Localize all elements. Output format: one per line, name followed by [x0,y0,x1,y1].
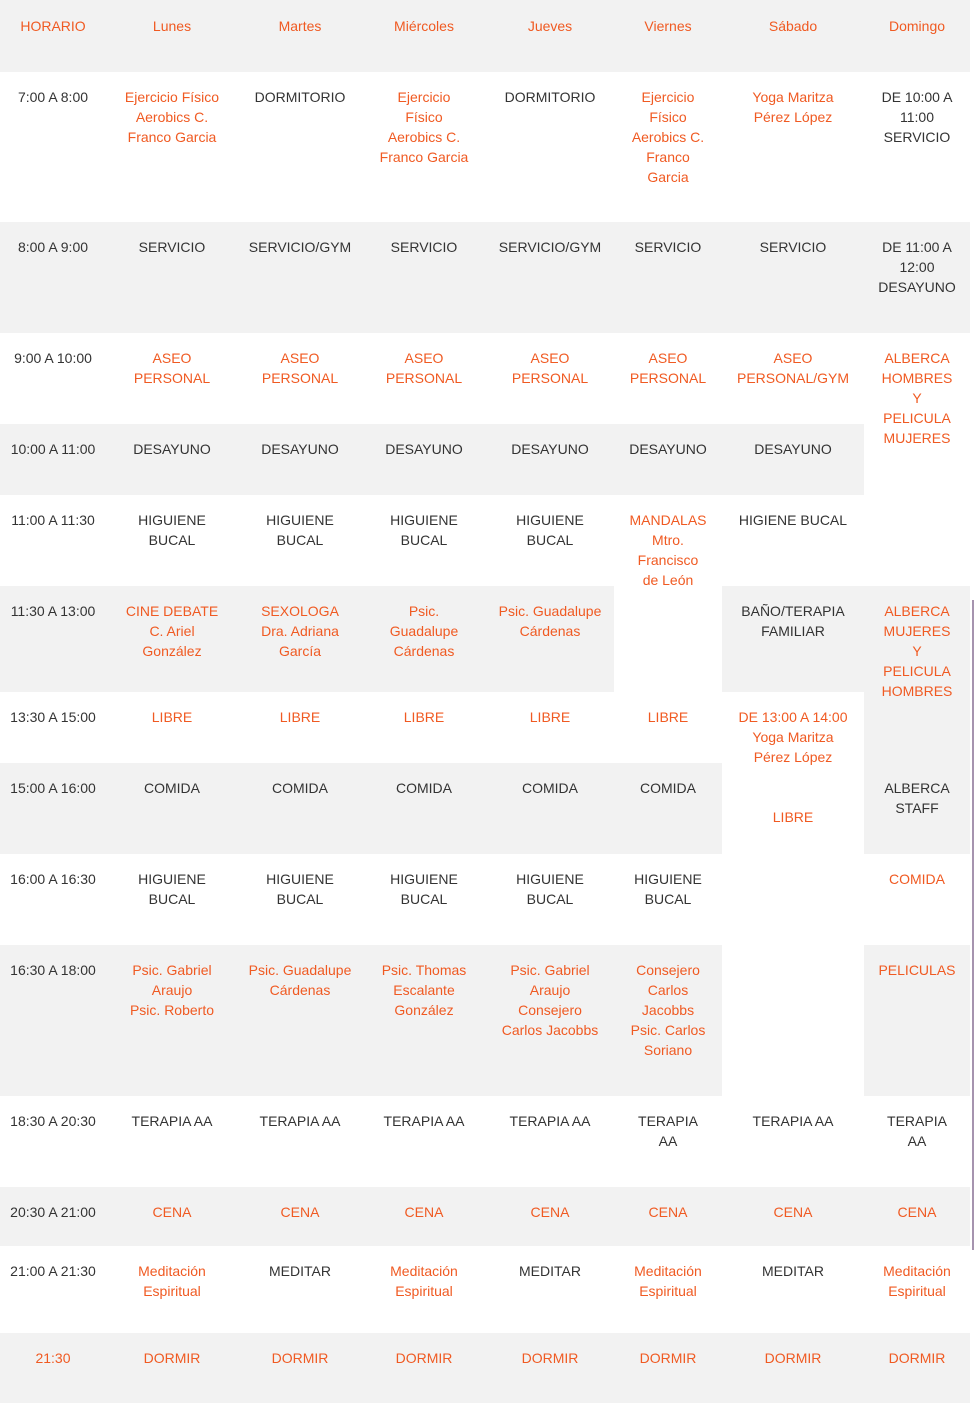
schedule-cell: DORMITORIO [504,89,596,105]
schedule-cell: ASEO PERSONAL [629,350,707,386]
schedule-cell: MANDALAS Mtro. Francisco de León [614,495,722,692]
time-slot: 16:00 A 16:30 [10,871,96,887]
schedule-cell: DORMIR [639,1350,697,1366]
schedule-cell: CENA [280,1204,320,1220]
schedule-cell: CENA [897,1204,937,1220]
page-edge-line [972,600,974,1250]
schedule-cell: TERAPIA AA [887,1113,947,1149]
schedule-cell: SERVICIO/GYM [248,239,352,255]
schedule-cell: ALBERCA HOMBRES Y PELICULA MUJERES [864,333,970,692]
schedule-cell: DESAYUNO [385,441,463,457]
schedule-cell: HIGUIENE BUCAL [390,512,458,548]
schedule-cell: HIGUIENE BUCAL [634,871,702,907]
schedule-cell: CENA [404,1204,444,1220]
schedule-cell: DE 11:00 A 12:00 DESAYUNO [878,239,956,295]
schedule-cell: HIGUIENE BUCAL [138,871,206,907]
schedule-cell: DORMIR [143,1350,201,1366]
schedule-cell: LIBRE [529,709,571,725]
schedule-cell: Ejercicio Físico Aerobics C. Franco Garcia [124,89,220,145]
schedule-cell: BAÑO/TERAPIA FAMILIAR [741,603,845,639]
schedule-cell: ASEO PERSONAL [511,350,589,386]
schedule-cell: ALBERCA MUJERES Y PELICULA HOMBRES [864,586,970,763]
header-day: Miércoles [362,0,486,72]
schedule-cell: HIGUIENE BUCAL [266,512,334,548]
schedule-cell: DORMITORIO [254,89,346,105]
schedule-cell: DE 13:00 A 14:00 Yoga Maritza Pérez López LIBRE [722,692,864,1096]
schedule-cell: DESAYUNO [261,441,339,457]
schedule-cell: DESAYUNO [511,441,589,457]
schedule-cell: PELICULAS [878,962,956,978]
schedule-cell: DESAYUNO [133,441,211,457]
schedule-cell: DESAYUNO [629,441,707,457]
schedule-cell: SEXOLOGA Dra. Adriana García [261,603,339,659]
schedule-cell: ASEO PERSONAL/GYM [736,350,850,386]
schedule-cell: HIGUIENE BUCAL [138,512,206,548]
schedule-cell: DORMIR [271,1350,329,1366]
schedule-cell: HIGUIENE BUCAL [516,512,584,548]
schedule-cell: COMIDA [889,871,945,887]
time-slot: 18:30 A 20:30 [10,1113,96,1129]
time-slot: 16:30 A 18:00 [10,962,96,978]
schedule-cell: LIBRE [151,709,193,725]
schedule-cell: Meditación Espiritual [883,1263,951,1299]
schedule-cell: SERVICIO [759,239,827,255]
schedule-cell: COMIDA [396,780,452,796]
schedule-cell: Psic. Thomas Escalante González [381,962,467,1018]
schedule-cell: CINE DEBATE C. Ariel González [125,603,219,659]
time-slot: 9:00 A 10:00 [14,350,92,366]
schedule-cell: Meditación Espiritual [390,1263,458,1299]
schedule-cell: Meditación Espiritual [138,1263,206,1299]
schedule-cell: CENA [648,1204,688,1220]
schedule-cell: SERVICIO [634,239,702,255]
schedule-cell: Psic. Guadalupe Cárdenas [389,603,459,659]
schedule-cell: Psic. Gabriel Araujo Psic. Roberto [129,962,215,1018]
schedule-cell: LIBRE [647,709,689,725]
schedule-cell: COMIDA [272,780,328,796]
header-horario: HORARIO [0,0,106,72]
schedule-cell: HIGUIENE BUCAL [266,871,334,907]
schedule-cell: Psic. Guadalupe Cárdenas [498,603,602,639]
schedule-cell: CENA [152,1204,192,1220]
schedule-cell: Yoga Maritza Pérez López [752,89,834,125]
time-slot: 21:30 [35,1350,71,1366]
schedule-cell: DORMIR [888,1350,946,1366]
schedule-cell: Ejercicio Físico Aerobics C. Franco Garcia [631,89,705,185]
schedule-cell: TERAPIA AA [383,1113,465,1129]
time-slot: 13:30 A 15:00 [10,709,96,725]
schedule-cell: DORMIR [764,1350,822,1366]
time-slot: 15:00 A 16:00 [10,780,96,796]
schedule-cell: TERAPIA AA [509,1113,591,1129]
schedule-cell: ASEO PERSONAL [385,350,463,386]
schedule-cell: CENA [773,1204,813,1220]
time-slot: 7:00 A 8:00 [17,89,89,105]
schedule-cell: COMIDA [640,780,696,796]
header-day: Jueves [486,0,614,72]
schedule-cell: Ejercicio Físico Aerobics C. Franco Garcia [379,89,469,165]
schedule-cell: TERAPIA AA [131,1113,213,1129]
schedule-cell: MEDITAR [519,1263,581,1279]
header-day: Viernes [614,0,722,72]
schedule-cell: COMIDA [522,780,578,796]
header-day: Lunes [106,0,238,72]
schedule-cell: SERVICIO [390,239,458,255]
header-day: Domingo [864,0,970,72]
schedule-cell: ALBERCA STAFF [884,780,950,816]
schedule-cell: Meditación Espiritual [634,1263,702,1299]
schedule-cell: HIGUIENE BUCAL [390,871,458,907]
schedule-cell: MEDITAR [762,1263,824,1279]
schedule-cell: HIGIENE BUCAL [738,512,848,528]
schedule-cell: ASEO PERSONAL [261,350,339,386]
time-slot: 20:30 A 21:00 [10,1204,96,1220]
schedule-cell: TERAPIA AA [259,1113,341,1129]
schedule-cell: Consejero Carlos Jacobbs Psic. Carlos Soriano [630,962,706,1058]
time-slot: 11:00 A 11:30 [11,512,95,528]
time-slot: 21:00 A 21:30 [10,1263,96,1279]
schedule-cell: ASEO PERSONAL [133,350,211,386]
schedule-cell: HIGUIENE BUCAL [516,871,584,907]
schedule-cell: DE 10:00 A 11:00 SERVICIO [881,89,953,145]
time-slot: 10:00 A 11:00 [10,441,96,457]
schedule-cell: Psic. Gabriel Araujo Consejero Carlos Jacobbs [501,962,599,1038]
schedule-cell: CENA [530,1204,570,1220]
time-slot: 8:00 A 9:00 [17,239,89,255]
schedule-cell: MEDITAR [269,1263,331,1279]
schedule-cell: DORMIR [395,1350,453,1366]
schedule-cell: TERAPIA AA [752,1113,834,1129]
schedule-cell: DORMIR [521,1350,579,1366]
schedule-cell: SERVICIO [138,239,206,255]
schedule-cell: Psic. Guadalupe Cárdenas [248,962,352,998]
header-day: Martes [238,0,362,72]
schedule-cell: DESAYUNO [754,441,832,457]
schedule-cell: LIBRE [279,709,321,725]
time-slot: 11:30 A 13:00 [10,603,96,619]
header-day: Sábado [722,0,864,72]
schedule-cell: COMIDA [144,780,200,796]
schedule-cell: TERAPIA AA [638,1113,698,1149]
schedule-cell: LIBRE [403,709,445,725]
schedule-cell: SERVICIO/GYM [498,239,602,255]
